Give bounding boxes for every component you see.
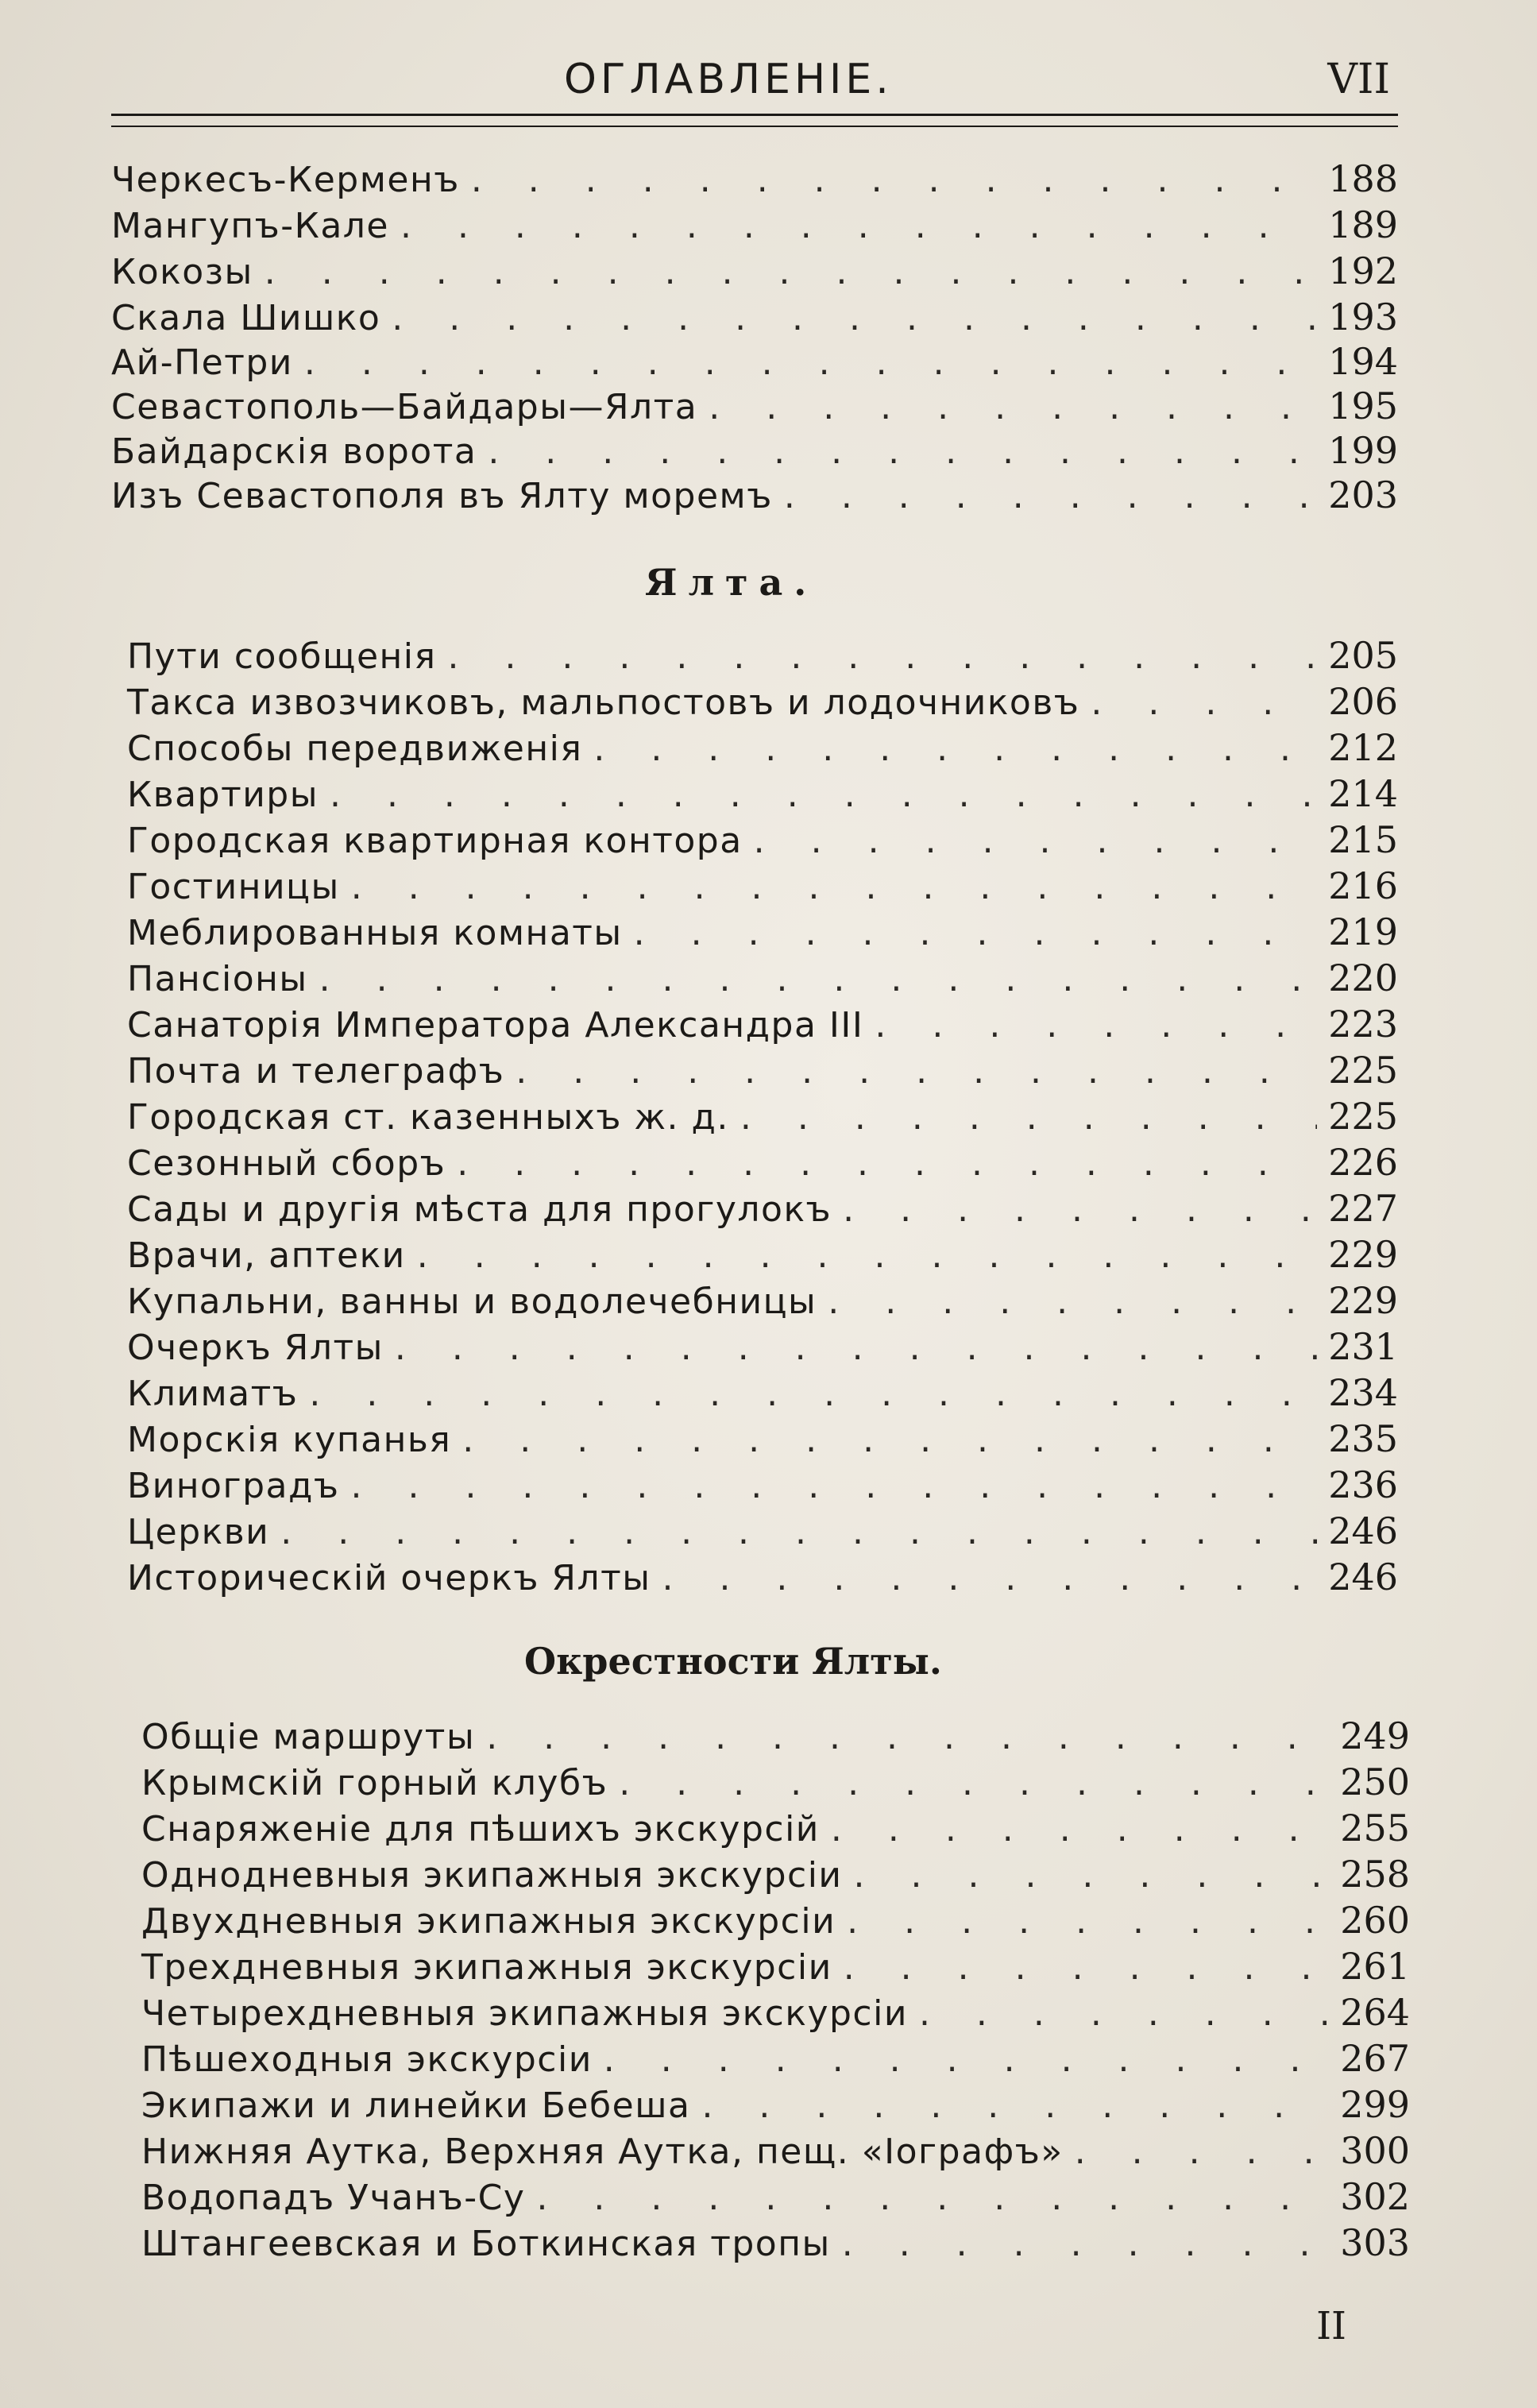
toc-entry [111,385,1398,429]
dot-leader [351,1466,1318,1506]
entry-title: Экипажи и линейки Бебеша [141,2085,691,2126]
entry-title: Кокозы [111,252,253,292]
dot-leader [536,2178,1329,2218]
toc-entry [111,429,1398,473]
dot-leader [784,476,1317,516]
toc-entry [127,1556,1398,1600]
dot-leader [634,913,1318,953]
entry-page: 205 [1328,634,1398,677]
entry-title: Виноградъ [127,1466,340,1506]
printer-signature-mark: II [1316,2304,1346,2348]
entry-title: Гостиницы [127,867,340,907]
dot-leader [392,298,1317,338]
dot-leader [619,1763,1329,1803]
dot-leader [488,431,1317,472]
toc-entry [127,1325,1398,1370]
toc-entry [127,864,1398,909]
entry-title: Мангупъ-Кале [111,206,389,246]
entry-page: 206 [1328,680,1398,723]
entry-title: Изъ Севастополя въ Ялту моремъ [111,476,773,516]
entry-title: Сады и другія мѣста для прогулокъ [127,1189,832,1230]
entry-title: Пансіоны [127,959,308,999]
page-title: ОГЛАВЛЕНІЕ. [564,56,893,103]
toc-entry [111,203,1398,248]
running-head [111,48,1398,111]
entry-page: 199 [1328,429,1398,472]
entry-page: 216 [1328,864,1398,907]
toc-entry [127,1003,1398,1047]
entry-title: Ай-Петри [111,342,293,383]
entry-title: Пути сообщенія [127,636,437,677]
entry-page: 215 [1328,818,1398,861]
entry-page: 234 [1328,1371,1398,1414]
dot-leader [875,1005,1317,1046]
dot-leader [417,1235,1317,1276]
dot-leader [662,1558,1317,1598]
toc-entry [141,1807,1410,1851]
entry-page: 231 [1328,1325,1398,1368]
entry-page: 246 [1328,1556,1398,1598]
entry-title: Трехдневныя экипажныя экскурсіи [141,1947,832,1988]
entry-title: Крымскій горный клубъ [141,1763,608,1803]
toc-entry [141,2083,1410,2128]
entry-page: 236 [1328,1463,1398,1506]
dot-leader [604,2039,1329,2080]
dot-leader [754,821,1318,861]
entry-page: 255 [1340,1807,1410,1849]
entry-page: 258 [1340,1853,1410,1896]
entry-page: 225 [1328,1049,1398,1092]
entry-page: 260 [1340,1899,1410,1942]
entry-title: Способы передвиженія [127,729,583,769]
toc-entry [127,1141,1398,1185]
dot-leader [447,636,1317,677]
toc-entry [127,1509,1398,1554]
entry-title: Скала Шишко [111,298,381,338]
entry-page: 212 [1328,726,1398,769]
toc-entry [127,1095,1398,1139]
toc-entry [141,1714,1410,1759]
section-heading-environs: Окрестности Ялты. [524,1640,942,1683]
toc-entry [111,473,1398,518]
entry-page: 188 [1328,157,1398,200]
entry-title: Штангеевская и Боткинская тропы [141,2224,831,2264]
entry-title: Такса извозчиковъ, мальпостовъ и лодочниковъ [127,682,1080,723]
dot-leader [854,1855,1330,1896]
dot-leader [593,729,1317,769]
dot-leader [309,1374,1317,1414]
entry-title: Сезонный сборъ [127,1143,446,1184]
toc-entry [127,1187,1398,1231]
entry-page: 220 [1328,957,1398,999]
entry-page: 261 [1340,1945,1410,1988]
toc-entry [141,1899,1410,1943]
dot-leader [828,1281,1317,1322]
entry-title: Однодневныя экипажныя экскурсіи [141,1855,843,1896]
entry-page: 219 [1328,910,1398,953]
entry-title: Климатъ [127,1374,299,1414]
toc-entry [141,2221,1410,2266]
toc-entry [127,634,1398,678]
entry-title: Городская ст. казенныхъ ж. д. [127,1097,729,1138]
entry-page: 227 [1328,1187,1398,1230]
entry-title: Двухдневныя экипажныя экскурсіи [141,1901,836,1942]
dot-leader [265,252,1317,292]
entry-page: 195 [1328,385,1398,427]
dot-leader [457,1143,1317,1184]
entry-page: 194 [1328,340,1398,383]
entry-page: 303 [1340,2221,1410,2264]
toc-entry [141,1991,1410,2035]
dot-leader [471,160,1317,200]
dot-leader [330,775,1317,815]
dot-leader [709,387,1317,427]
toc-entry [127,957,1398,1001]
dot-leader [486,1717,1329,1757]
entry-page: 229 [1328,1233,1398,1276]
entry-page: 250 [1340,1761,1410,1803]
toc-entry [127,1371,1398,1416]
entry-page: 249 [1340,1714,1410,1757]
entry-title: Морскія купанья [127,1420,452,1460]
dot-leader [919,1993,1329,2034]
toc-entry [127,1463,1398,1508]
entry-title: Санаторія Императора Александра III [127,1005,864,1046]
entry-title: Общіе маршруты [141,1717,476,1757]
dot-leader [740,1097,1317,1138]
entry-title: Байдарскія ворота [111,431,477,472]
entry-page: 214 [1328,772,1398,815]
entry-title: Очеркъ Ялты [127,1328,384,1368]
toc-entry [141,1853,1410,1897]
page-number-roman: VII [1327,56,1390,103]
entry-page: 246 [1328,1509,1398,1552]
entry-title: Четырехдневныя экипажныя экскурсіи [141,1993,908,2034]
toc-entry [141,1945,1410,1989]
toc-entry [141,2129,1410,2174]
entry-title: Историческій очеркъ Ялты [127,1558,651,1598]
section-heading-yalta: Ялта. [645,561,818,604]
entry-title: Меблированныя комнаты [127,913,623,953]
toc-entry [111,249,1398,294]
entry-page: 300 [1340,2129,1410,2172]
header-rule [111,114,1398,127]
entry-page: 203 [1328,473,1398,516]
toc-entry [141,2037,1410,2081]
toc-entry [127,680,1398,725]
toc-entry [127,1233,1398,1277]
entry-title: Купальни, ванны и водолечебницы [127,1281,817,1322]
toc-entry [127,726,1398,771]
entry-title: Черкесъ-Керменъ [111,160,460,200]
dot-leader [842,2224,1329,2264]
dot-leader [400,206,1317,246]
toc-entry [141,1761,1410,1805]
dot-leader [319,959,1318,999]
entry-title: Пѣшеходныя экскурсіи [141,2039,593,2080]
dot-leader [280,1512,1317,1552]
toc-entry [111,340,1398,385]
toc-entry [127,772,1398,817]
toc-entry [111,157,1398,202]
entry-page: 235 [1328,1417,1398,1460]
dot-leader [844,1947,1329,1988]
entry-page: 192 [1328,249,1398,292]
dot-leader [847,1901,1329,1942]
entry-title: Городская квартирная контора [127,821,743,861]
entry-title: Снаряженіе для пѣшихъ экскурсій [141,1809,820,1849]
dot-leader [1091,682,1317,723]
dot-leader [843,1189,1317,1230]
entry-title: Почта и телеграфъ [127,1051,505,1092]
entry-title: Врачи, аптеки [127,1235,406,1276]
entry-page: 193 [1328,296,1398,338]
entry-title: Севастополь—Байдары—Ялта [111,387,698,427]
toc-entry [127,1279,1398,1324]
toc-entry [141,2175,1410,2220]
entry-page: 189 [1328,203,1398,246]
toc-entry [127,1417,1398,1462]
entry-page: 302 [1340,2175,1410,2218]
toc-entry [127,818,1398,863]
dot-leader [831,1809,1329,1849]
dot-leader [516,1051,1317,1092]
dot-leader [462,1420,1317,1460]
toc-entry [127,1049,1398,1093]
dot-leader [351,867,1317,907]
entry-page: 223 [1328,1003,1398,1046]
entry-title: Водопадъ Учанъ-Су [141,2178,526,2218]
entry-page: 229 [1328,1279,1398,1322]
toc-entry [127,910,1398,955]
entry-title: Нижняя Аутка, Верхняя Аутка, пещ. «Іографъ» [141,2132,1064,2172]
entry-page: 225 [1328,1095,1398,1138]
dot-leader [1075,2132,1329,2172]
entry-title: Церкви [127,1512,270,1552]
entry-title: Квартиры [127,775,319,815]
entry-page: 267 [1340,2037,1410,2080]
entry-page: 226 [1328,1141,1398,1184]
entry-page: 299 [1340,2083,1410,2126]
entry-page: 264 [1340,1991,1410,2034]
dot-leader [701,2085,1329,2126]
toc-entry [111,296,1398,340]
dot-leader [395,1328,1317,1368]
dot-leader [304,342,1317,383]
